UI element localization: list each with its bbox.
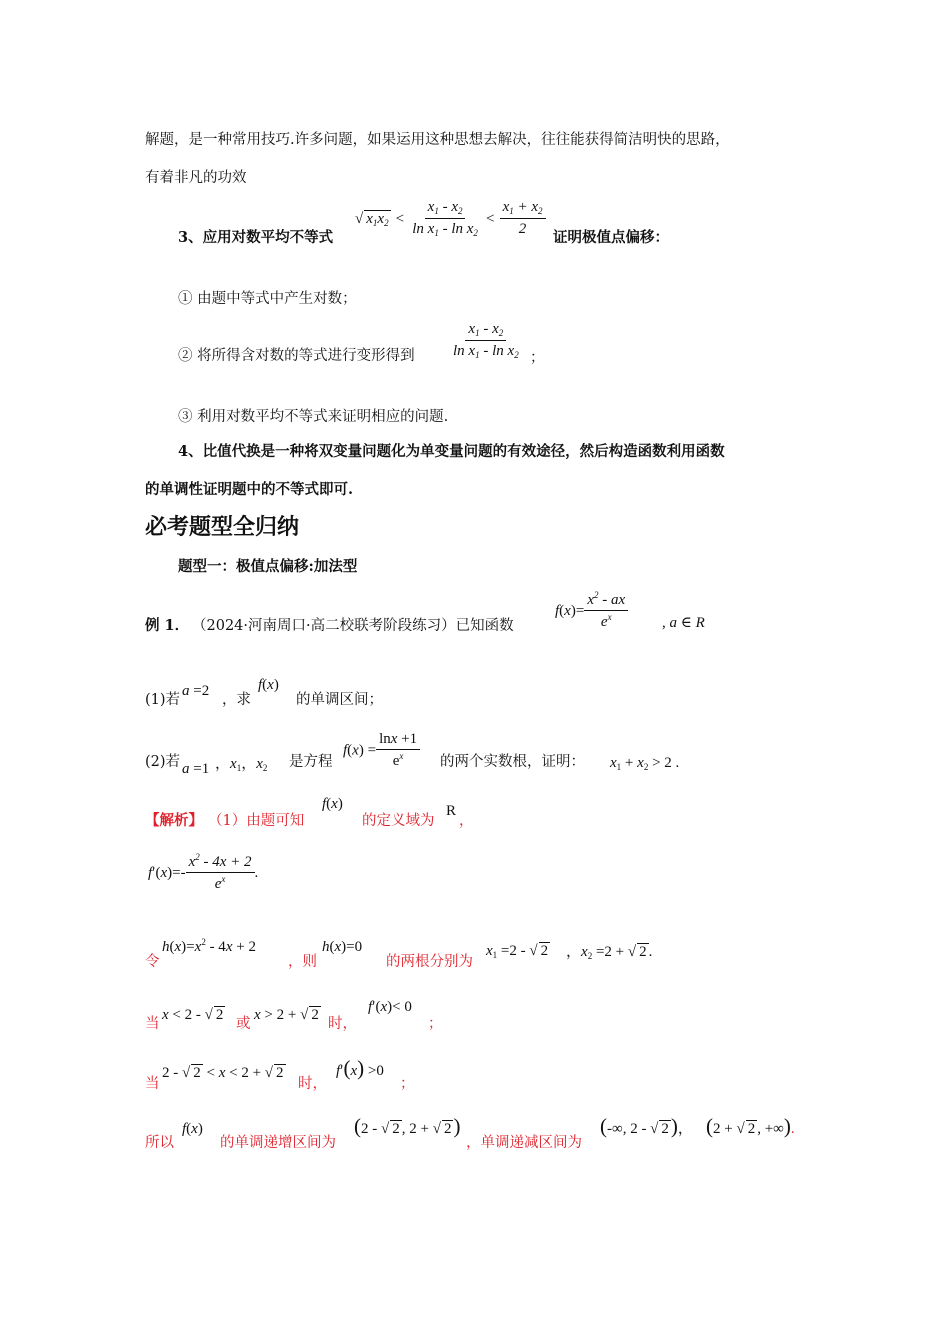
dec-cond-2: x > 2 + √ 2 — [254, 1007, 319, 1023]
item-4-line-1: 4、比值代换是一种将双变量问题化为单变量问题的有效途径，然后构造函数利用函数 — [178, 443, 725, 460]
q2-prefix: (2)若 — [145, 754, 181, 770]
sol-shi-2: 时， — [298, 1076, 327, 1092]
function-definition: f(x)= $\frac{x^2 - ax}{e^x}$ — [555, 590, 628, 631]
inc-cond: 2 - √ 2 < x < 2 + √ 2 — [162, 1065, 284, 1081]
domain-condition: , a ∈ R — [662, 615, 705, 631]
q2-roots: ，$x_1$，$x_2$ — [215, 756, 268, 773]
q2-suffix: 的两个实数根，证明： — [440, 754, 585, 770]
example-label: 例 1． — [145, 617, 190, 634]
solution-p1c: ， — [459, 813, 474, 829]
h-definition: $h(x)=x^2 - 4x + 2$ — [162, 937, 256, 955]
dec-interval-2: (2 + √ 2 , +∞). — [706, 1114, 795, 1138]
real-set-symbol: R — [446, 803, 457, 819]
solution-fx: f(x) — [322, 796, 343, 812]
inc-interval: (2 - √ 2 , 2 + √ 2) — [354, 1114, 461, 1138]
intro-line-2: 有着非凡的功效 — [145, 170, 247, 186]
domain-condition-text: a ∈ R — [669, 615, 705, 631]
sol-dang-1: 当 — [145, 1016, 160, 1032]
type-1-heading: 题型一：极值点偏移:加法型 — [178, 558, 358, 575]
derivative-formula: f′(x)=- $\frac{x^2 - 4x + 2}{e^x}$ . — [148, 852, 259, 892]
sol-roots: 的两根分别为 — [386, 954, 473, 970]
sol-ze: ，则 — [288, 954, 317, 970]
step-2-formula: $\frac{x_1 - x_2}{\ln x_1 - \ln x_2}$ — [453, 321, 519, 360]
step-2-end: ； — [530, 350, 545, 366]
sol-ling: 令 — [145, 954, 160, 970]
sol-dec: ，单调递减区间为 — [466, 1135, 582, 1151]
item-3-suffix: 证明极值点偏移： — [553, 229, 669, 246]
section-title: 必考题型全归纳 — [145, 515, 300, 540]
step-1: ① 由题中等式中产生对数； — [178, 291, 357, 307]
dec-interval-1: (-∞, 2 - √ 2)， — [600, 1114, 693, 1138]
sol-shi-1: 时， — [328, 1016, 357, 1032]
sol-huo: 或 — [236, 1016, 251, 1032]
solution-p1b: 的定义域为 — [362, 813, 435, 829]
deriv-negative: f′(x)< 0 — [368, 999, 412, 1015]
q2-mid: 是方程 — [289, 754, 333, 770]
intro-line-1: 解题，是一种常用技巧.许多问题，如果运用这种思想去解决，往往能获得简洁明快的思路， — [145, 132, 730, 148]
sol-suoyi: 所以 — [145, 1135, 174, 1151]
root-x2: ，$x_2 =2$ + √ 2 . — [566, 944, 653, 961]
q1-suffix: 的单调区间； — [296, 692, 383, 708]
example-source: （2024·河南周口·高二校联考阶段练习）已知函数 — [192, 618, 514, 634]
solution-p1: （1）由题可知 — [208, 813, 305, 829]
solution-tag: 【解析】 — [145, 812, 203, 829]
sol-fx-2: f(x) — [182, 1121, 203, 1137]
root-x1: $x_1 =2$ - √ 2 — [486, 943, 549, 960]
q1-condition: a =2 — [182, 683, 210, 699]
h-equation: h(x)=0 — [322, 939, 363, 955]
q1-mid: ，求 — [222, 692, 251, 708]
sol-dang-2: 当 — [145, 1076, 160, 1092]
q2-condition: a =1 — [182, 761, 210, 777]
deriv-positive: f′(x) >0 — [336, 1056, 384, 1080]
step-3: ③ 利用对数平均不等式来证明相应的问题. — [178, 409, 449, 425]
item-3-label: 3、应用对数平均不等式 — [178, 229, 334, 246]
sol-inc: 的单调递增区间为 — [220, 1135, 336, 1151]
step-2: ② 将所得含对数的等式进行变形得到 — [178, 348, 415, 364]
dec-cond-1: x < 2 - √ 2 — [162, 1007, 224, 1023]
q1-function: f(x) — [258, 677, 279, 693]
q1-prefix: (1)若 — [145, 692, 181, 708]
sol-semicolon-1: ； — [428, 1016, 443, 1032]
log-mean-inequality: √ $x_1x_2$ < $\frac{x_1 - x_2}{\ln x_1 - \ln x_2}$ < $\frac{x_1 + x_2}{2}$ — [355, 198, 546, 239]
sol-semicolon-2: ； — [400, 1076, 415, 1092]
q2-claim: $x_1 + x_2 > 2$ . — [610, 755, 680, 772]
q2-equation: f(x) = $\frac{\ln x +1}{e^x}$ — [343, 730, 420, 770]
item-4-line-2: 的单调性证明题中的不等式即可. — [145, 481, 354, 498]
